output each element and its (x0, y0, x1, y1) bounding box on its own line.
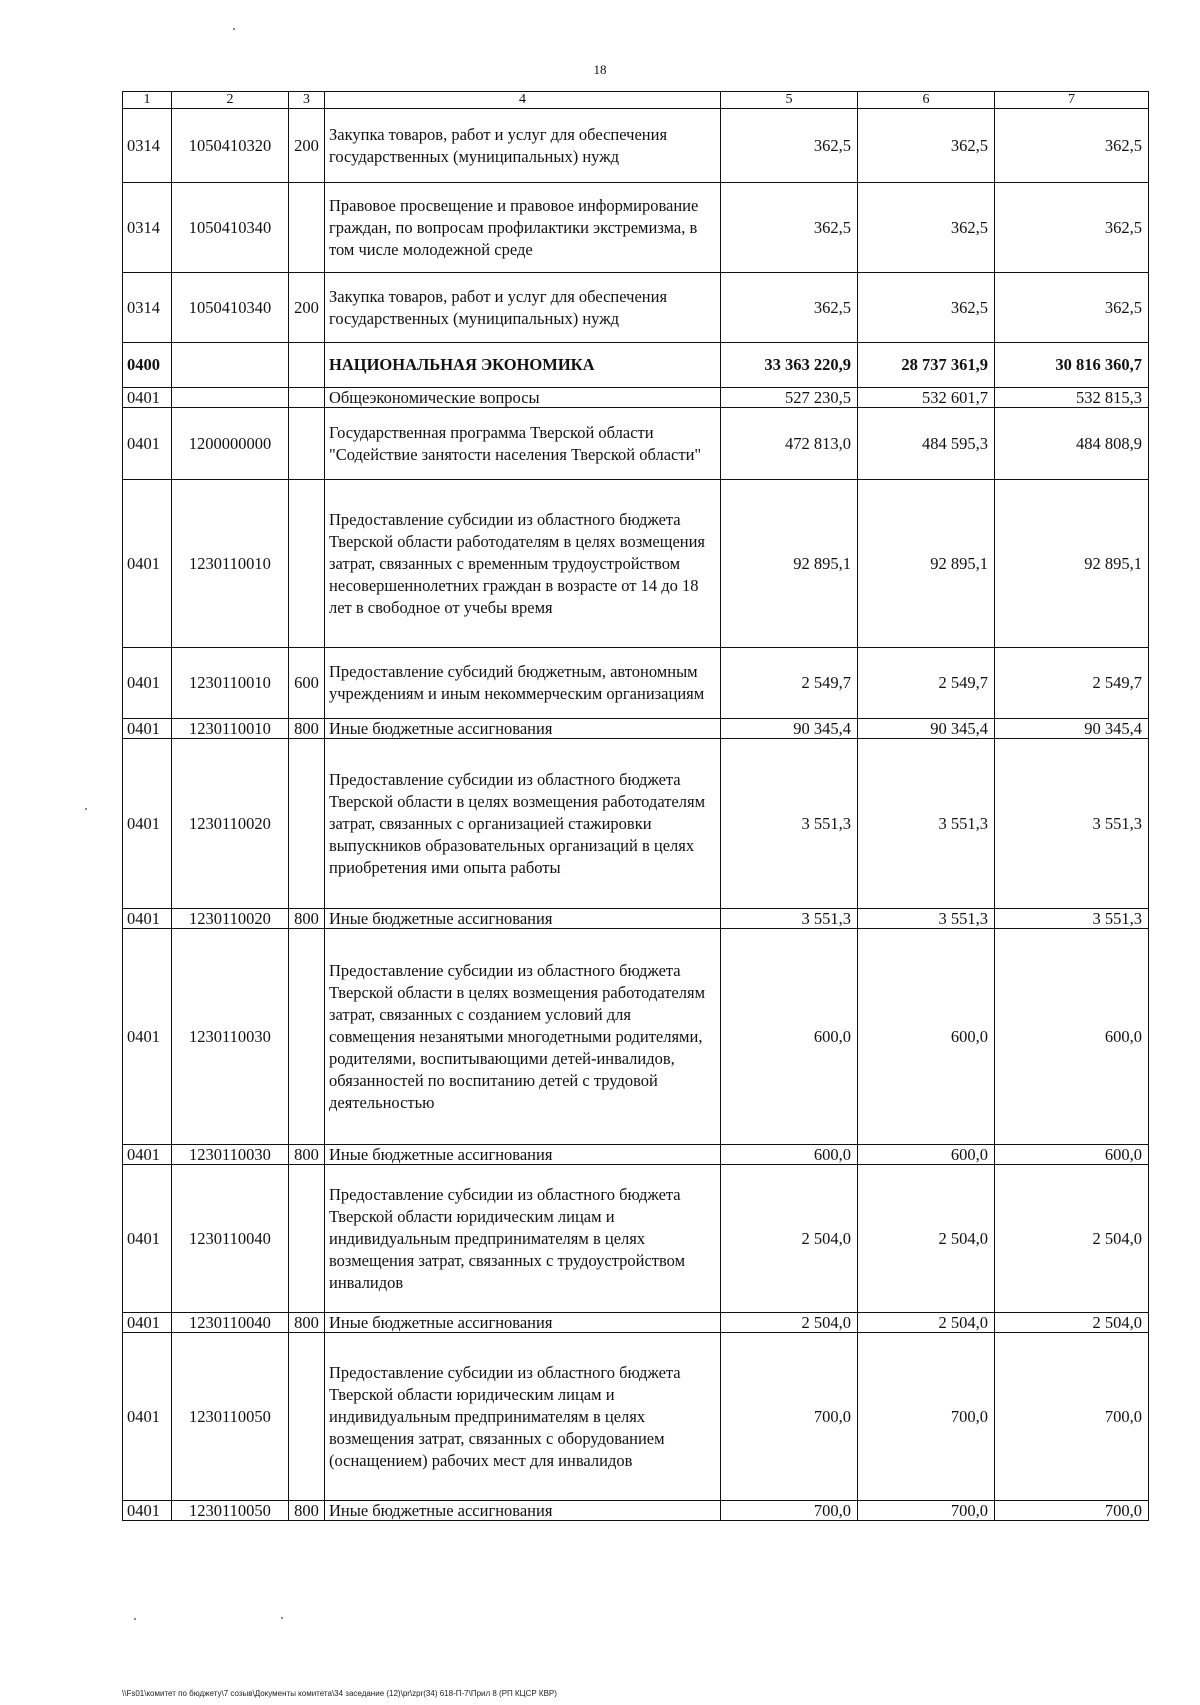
target-article-code: 1230110020 (172, 739, 289, 909)
expense-type-code: 800 (289, 719, 325, 739)
expense-type-code (289, 929, 325, 1145)
expense-type-code: 800 (289, 1313, 325, 1333)
amount-col-7: 2 504,0 (995, 1313, 1149, 1333)
amount-col-7: 92 895,1 (995, 480, 1149, 648)
section-code: 0401 (123, 739, 172, 909)
amount-col-7: 700,0 (995, 1333, 1149, 1501)
target-article-code: 1200000000 (172, 408, 289, 480)
amount-col-6: 362,5 (858, 109, 995, 183)
header-cell: 7 (995, 92, 1149, 109)
amount-col-7: 532 815,3 (995, 388, 1149, 408)
amount-col-5: 527 230,5 (721, 388, 858, 408)
target-article-code (172, 343, 289, 388)
expense-type-code (289, 388, 325, 408)
amount-col-5: 2 504,0 (721, 1165, 858, 1313)
table-row-section-total (123, 343, 1149, 388)
header-cell: 3 (289, 92, 325, 109)
amount-col-6: 700,0 (858, 1333, 995, 1501)
amount-col-6: 92 895,1 (858, 480, 995, 648)
expense-type-code: 800 (289, 1501, 325, 1521)
amount-col-6: 700,0 (858, 1501, 995, 1521)
amount-col-5: 3 551,3 (721, 739, 858, 909)
amount-col-7: 362,5 (995, 273, 1149, 343)
target-article-code: 1230110050 (172, 1333, 289, 1501)
amount-col-7: 3 551,3 (995, 909, 1149, 929)
expense-type-code (289, 1333, 325, 1501)
amount-col-7: 90 345,4 (995, 719, 1149, 739)
target-article-code: 1230110040 (172, 1165, 289, 1313)
expense-type-code (289, 183, 325, 273)
section-code: 0401 (123, 719, 172, 739)
amount-col-5: 700,0 (721, 1501, 858, 1521)
expense-type-code (289, 480, 325, 648)
amount-col-5: 3 551,3 (721, 909, 858, 929)
amount-col-5: 33 363 220,9 (721, 343, 858, 388)
page-number: 18 (593, 62, 607, 77)
amount-col-6: 90 345,4 (858, 719, 995, 739)
amount-col-7: 362,5 (995, 109, 1149, 183)
section-code: 0314 (123, 273, 172, 343)
section-code: 0401 (123, 480, 172, 648)
item-name: Закупка товаров, работ и услуг для обеспечения государственных (муниципальных) нужд (325, 109, 721, 183)
amount-col-5: 362,5 (721, 273, 858, 343)
scan-speck (134, 1618, 136, 1620)
expense-type-code: 200 (289, 109, 325, 183)
item-name: Закупка товаров, работ и услуг для обеспечения государственных (муниципальных) нужд (325, 273, 721, 343)
table-row (123, 408, 1149, 480)
table-row (123, 1313, 1149, 1333)
section-code: 0401 (123, 909, 172, 929)
scan-speck (281, 1617, 283, 1619)
amount-col-6: 600,0 (858, 1145, 995, 1165)
item-name: Иные бюджетные ассигнования (325, 1313, 721, 1333)
expense-type-code: 800 (289, 1145, 325, 1165)
table-row (123, 109, 1149, 183)
item-name: Предоставление субсидии из областного бюджета Тверской области в целях возмещения работодателям затрат, связанных с созданием условий для совмещения незанятыми многодетными родителями, родителями, воспитывающими детей-инвалидов, обязанностей по воспитанию детей с трудовой деятельностью (325, 929, 721, 1145)
table-row (123, 1501, 1149, 1521)
amount-col-6: 532 601,7 (858, 388, 995, 408)
table-row (123, 929, 1149, 1145)
table-row (123, 1165, 1149, 1313)
expense-type-code (289, 408, 325, 480)
target-article-code: 1230110010 (172, 480, 289, 648)
target-article-code: 1230110020 (172, 909, 289, 929)
table-row (123, 273, 1149, 343)
amount-col-7: 2 504,0 (995, 1165, 1149, 1313)
amount-col-6: 484 595,3 (858, 408, 995, 480)
expense-type-code: 200 (289, 273, 325, 343)
target-article-code: 1230110030 (172, 1145, 289, 1165)
table-row (123, 1333, 1149, 1501)
section-code: 0401 (123, 929, 172, 1145)
amount-col-7: 600,0 (995, 1145, 1149, 1165)
target-article-code: 1050410320 (172, 109, 289, 183)
table-row (123, 480, 1149, 648)
section-code: 0401 (123, 388, 172, 408)
table-row (123, 719, 1149, 739)
amount-col-5: 600,0 (721, 1145, 858, 1165)
expense-type-code (289, 343, 325, 388)
amount-col-5: 92 895,1 (721, 480, 858, 648)
amount-col-7: 30 816 360,7 (995, 343, 1149, 388)
amount-col-5: 600,0 (721, 929, 858, 1145)
item-name: Предоставление субсидии из областного бюджета Тверской области в целях возмещения работодателям затрат, связанных с организацией стажировки выпускников образовательных организаций в целях приобретения ими опыта работы (325, 739, 721, 909)
amount-col-7: 362,5 (995, 183, 1149, 273)
section-code: 0314 (123, 183, 172, 273)
target-article-code: 1230110050 (172, 1501, 289, 1521)
item-name: НАЦИОНАЛЬНАЯ ЭКОНОМИКА (325, 343, 721, 388)
file-path-footer: \\Fs01\комитет по бюджету\7 созыв\Документы комитета\34 заседание (12)\pr\zpr(34) 618-П-7\Прил 8 (РП КЦСР КВР) (122, 1689, 557, 1698)
section-code: 0400 (123, 343, 172, 388)
header-cell: 6 (858, 92, 995, 109)
section-code: 0401 (123, 648, 172, 719)
amount-col-6: 2 549,7 (858, 648, 995, 719)
amount-col-7: 3 551,3 (995, 739, 1149, 909)
item-name: Государственная программа Тверской области "Содействие занятости населения Тверской области" (325, 408, 721, 480)
amount-col-5: 2 504,0 (721, 1313, 858, 1333)
table-row (123, 909, 1149, 929)
table-row (123, 388, 1149, 408)
item-name: Предоставление субсидии из областного бюджета Тверской области юридическим лицам и индивидуальным предпринимателям в целях возмещения затрат, связанных с оборудованием (оснащением) рабочих мест для инвалидов (325, 1333, 721, 1501)
item-name: Иные бюджетные ассигнования (325, 1501, 721, 1521)
amount-col-7: 700,0 (995, 1501, 1149, 1521)
table-row (123, 1145, 1149, 1165)
item-name: Правовое просвещение и правовое информирование граждан, по вопросам профилактики экстремизма, в том числе молодежной среде (325, 183, 721, 273)
amount-col-5: 472 813,0 (721, 408, 858, 480)
table-row (123, 739, 1149, 909)
amount-col-6: 362,5 (858, 183, 995, 273)
section-code: 0401 (123, 1165, 172, 1313)
section-code: 0401 (123, 1333, 172, 1501)
expense-type-code: 600 (289, 648, 325, 719)
section-code: 0401 (123, 1501, 172, 1521)
amount-col-5: 700,0 (721, 1333, 858, 1501)
scan-speck (233, 28, 235, 30)
header-cell: 2 (172, 92, 289, 109)
expense-type-code (289, 739, 325, 909)
amount-col-6: 2 504,0 (858, 1313, 995, 1333)
target-article-code: 1230110010 (172, 719, 289, 739)
header-cell: 1 (123, 92, 172, 109)
amount-col-7: 600,0 (995, 929, 1149, 1145)
target-article-code: 1230110010 (172, 648, 289, 719)
column-number-header (123, 92, 1149, 109)
expense-type-code (289, 1165, 325, 1313)
table-row (123, 183, 1149, 273)
expense-type-code: 800 (289, 909, 325, 929)
header-cell: 5 (721, 92, 858, 109)
amount-col-6: 362,5 (858, 273, 995, 343)
amount-col-5: 2 549,7 (721, 648, 858, 719)
amount-col-5: 362,5 (721, 183, 858, 273)
target-article-code: 1230110030 (172, 929, 289, 1145)
scan-speck (85, 808, 87, 810)
item-name: Иные бюджетные ассигнования (325, 719, 721, 739)
target-article-code: 1230110040 (172, 1313, 289, 1333)
target-article-code (172, 388, 289, 408)
amount-col-6: 28 737 361,9 (858, 343, 995, 388)
item-name: Предоставление субсидии из областного бюджета Тверской области юридическим лицам и индивидуальным предпринимателям в целях возмещения затрат, связанных с трудоустройством инвалидов (325, 1165, 721, 1313)
budget-table (122, 91, 1149, 1521)
amount-col-6: 3 551,3 (858, 909, 995, 929)
item-name: Иные бюджетные ассигнования (325, 909, 721, 929)
section-code: 0401 (123, 1145, 172, 1165)
amount-col-5: 90 345,4 (721, 719, 858, 739)
amount-col-6: 3 551,3 (858, 739, 995, 909)
section-code: 0401 (123, 408, 172, 480)
section-code: 0314 (123, 109, 172, 183)
amount-col-7: 484 808,9 (995, 408, 1149, 480)
item-name: Предоставление субсидии из областного бюджета Тверской области работодателям в целях возмещения затрат, связанных с временным трудоустройством несовершеннолетних граждан в возрасте от 14 до 18 лет в свободное от учебы время (325, 480, 721, 648)
amount-col-6: 2 504,0 (858, 1165, 995, 1313)
item-name: Предоставление субсидий бюджетным, автономным учреждениям и иным некоммерческим организациям (325, 648, 721, 719)
amount-col-5: 362,5 (721, 109, 858, 183)
header-cell: 4 (325, 92, 721, 109)
amount-col-7: 2 549,7 (995, 648, 1149, 719)
target-article-code: 1050410340 (172, 183, 289, 273)
item-name: Иные бюджетные ассигнования (325, 1145, 721, 1165)
amount-col-6: 600,0 (858, 929, 995, 1145)
target-article-code: 1050410340 (172, 273, 289, 343)
section-code: 0401 (123, 1313, 172, 1333)
table-row (123, 648, 1149, 719)
item-name: Общеэкономические вопросы (325, 388, 721, 408)
